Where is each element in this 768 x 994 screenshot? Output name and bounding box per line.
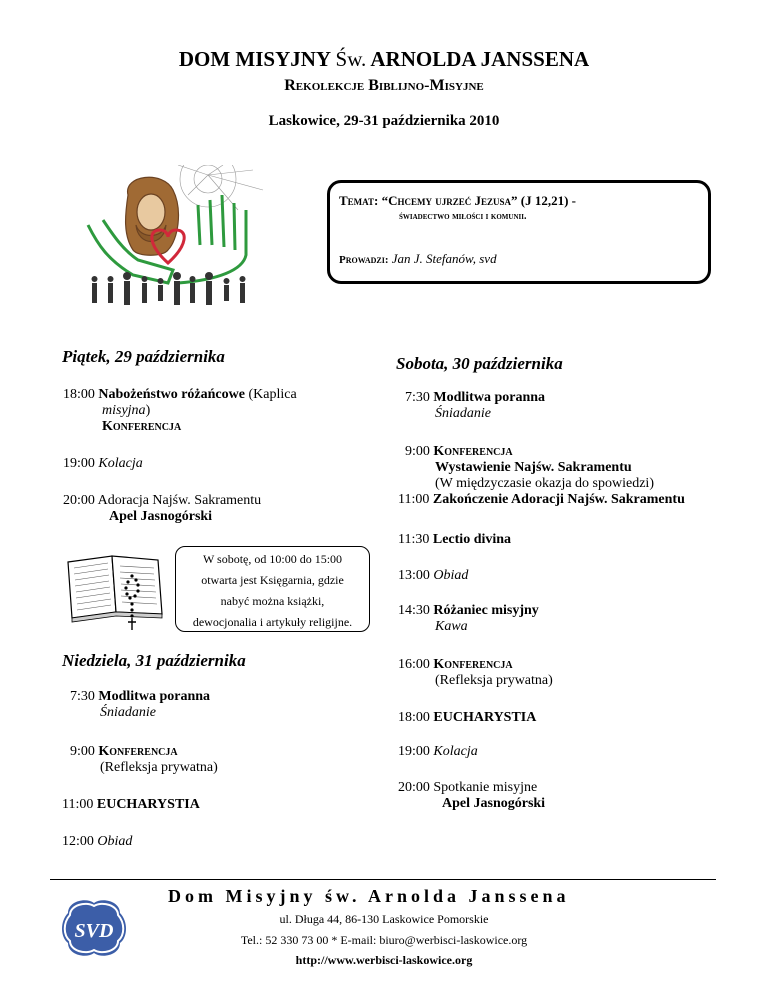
friday-event-1: 18:00 Nabożeństwo różańcowe (Kaplica misyjna) Konferencja <box>63 387 297 434</box>
bookstore-notice: W sobotę, od 10:00 do 15:00 otwarta jest Księgarnia, gdzie nabyć można książki, dewocjonalia i artykuły religijne. <box>175 546 370 632</box>
page-title: DOM MISYJNY Św. ARNOLDA JANSSENA <box>178 47 590 71</box>
friday-event-2: 19:00 Kolacja <box>63 456 143 471</box>
footer-address: ul. Długa 44, 86-130 Laskowice Pomorskie <box>279 912 489 926</box>
saturday-event-9: 19:00 Kolacja <box>398 744 478 759</box>
leader: Prowadzi: Jan J. Stefanów, svd <box>339 251 497 266</box>
footer-divider <box>50 879 716 880</box>
sunday-event-3: 11:00 EUCHARYSTIA <box>62 797 200 812</box>
saturday-event-6: 14:30 Różaniec misyjny Kawa <box>398 603 539 634</box>
saturday-event-2: 9:00 Konferencja Wystawienie Najśw. Sakramentu (W międzyczasie okazja do spowiedzi) 11:00 Zakończenie Adoracji Najśw. Sakramentu <box>398 444 685 507</box>
svd-logo <box>58 893 130 961</box>
people-figures <box>92 272 246 305</box>
green-hand-right <box>178 195 246 283</box>
saturday-heading: Sobota, 30 października <box>396 354 563 373</box>
sunday-event-4: 12:00 Obiad <box>62 834 133 849</box>
saturday-event-5: 13:00 Obiad <box>398 568 469 583</box>
footer-url[interactable]: http://www.werbisci-laskowice.org <box>295 953 473 967</box>
topic-text-line2: świadectwo miłości i komunii. <box>399 211 527 222</box>
sunday-event-2: 9:00 Konferencja (Refleksja prywatna) <box>70 744 218 775</box>
open-book-rosary-icon <box>62 548 170 632</box>
friday-heading: Piątek, 29 października <box>62 347 225 366</box>
topic-text: Temat: “Chcemy ujrzeć Jezusa” (J 12,21) - <box>339 193 576 208</box>
friday-event-3: 20:00 Adoracja Najśw. Sakramentu Apel Jasnogórski <box>63 493 262 524</box>
footer-title: Dom Misyjny św. Arnolda Janssena <box>168 886 570 906</box>
saturday-event-8: 18:00 EUCHARYSTIA <box>398 710 537 725</box>
saturday-event-7: 16:00 Konferencja (Refleksja prywatna) <box>398 657 553 688</box>
saturday-event-10: 20:00 Spotkanie misyjne Apel Jasnogórski <box>398 780 546 811</box>
event-dates: Laskowice, 29-31 października 2010 <box>268 113 500 129</box>
subtitle: Rekolekcje Biblijno-Misyjne <box>284 77 484 94</box>
svg-text:SVD: SVD <box>74 920 114 942</box>
sunday-event-1: 7:30 Modlitwa poranna Śniadanie <box>70 689 211 720</box>
jesus-hands-illustration <box>78 165 268 317</box>
footer-contact: Tel.: 52 330 73 00 * E-mail: biuro@werbisci-laskowice.org <box>240 933 528 947</box>
saturday-event-1: 7:30 Modlitwa poranna Śniadanie <box>405 390 546 421</box>
saturday-event-4: 11:30 Lectio divina <box>398 532 512 547</box>
sunday-heading: Niedziela, 31 października <box>62 651 246 670</box>
